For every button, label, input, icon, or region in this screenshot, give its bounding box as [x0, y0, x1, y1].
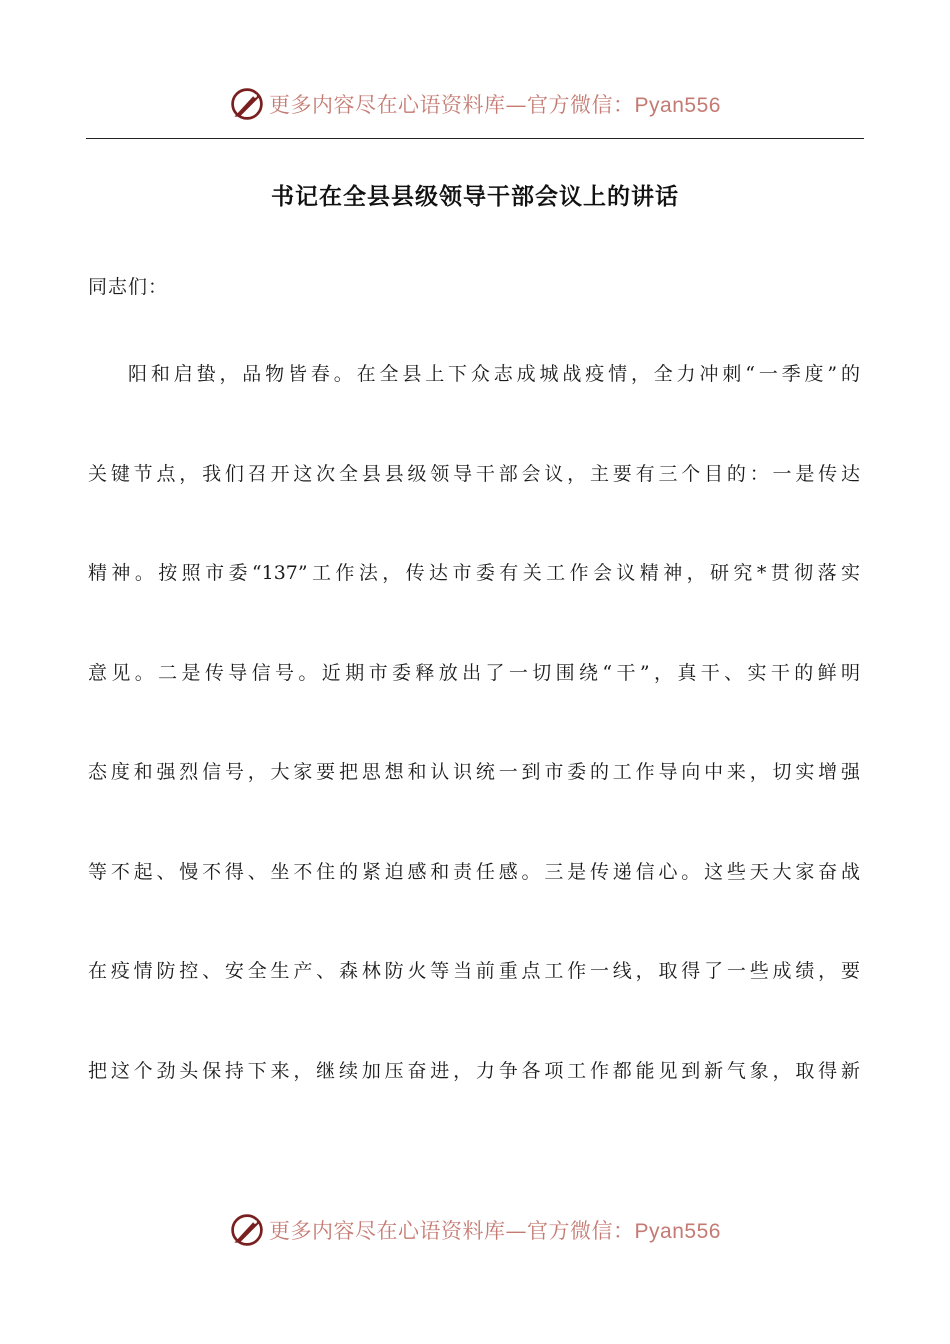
body-line: 精神。按照市委“137”工作法，传达市委有关工作会议精神，研究*贯彻落实 — [88, 562, 860, 584]
body-line: 在疫情防控、安全生产、森林防火等当前重点工作一线，取得了一些成绩，要 — [88, 960, 860, 982]
body-line: 等不起、慢不得、坐不住的紧迫感和责任感。三是传递信心。这些天大家奋战 — [88, 860, 860, 883]
pen-logo-icon — [229, 86, 265, 122]
salutation: 同志们： — [88, 276, 169, 298]
body-line: 阳和启蛰，品物皆春。在全县上下众志成城战疫情，全力冲刺“一季度”的 — [128, 363, 860, 385]
footer-banner — [0, 1208, 950, 1252]
body-line: 关键节点，我们召开这次全县县级领导干部会议，主要有三个目的：一是传达 — [88, 462, 860, 485]
header-banner — [0, 82, 950, 126]
body-line: 意见。二是传导信号。近期市委释放出了一切围绕“干”，真干、实干的鲜明 — [88, 661, 860, 684]
body-line: 态度和强烈信号，大家要把思想和认识统一到市委的工作导向中来，切实增强 — [88, 761, 860, 783]
document-body — [88, 352, 860, 1148]
banner-wechat-id: Pyan556 — [634, 94, 721, 117]
banner-slogan: 更多内容尽在心语资料库—官方微信： — [269, 93, 635, 117]
banner-slogan: 更多内容尽在心语资料库—官方微信： — [269, 1219, 635, 1243]
body-line: 把这个劲头保持下来，继续加压奋进，力争各项工作都能见到新气象，取得新 — [88, 1059, 860, 1082]
header-divider — [86, 138, 864, 139]
banner-text — [269, 1215, 721, 1245]
document-title: 书记在全县县级领导干部会议上的讲话 — [271, 184, 679, 210]
banner-wechat-id: Pyan556 — [634, 1220, 721, 1243]
banner-text — [269, 89, 721, 119]
pen-logo-icon — [229, 1212, 265, 1248]
